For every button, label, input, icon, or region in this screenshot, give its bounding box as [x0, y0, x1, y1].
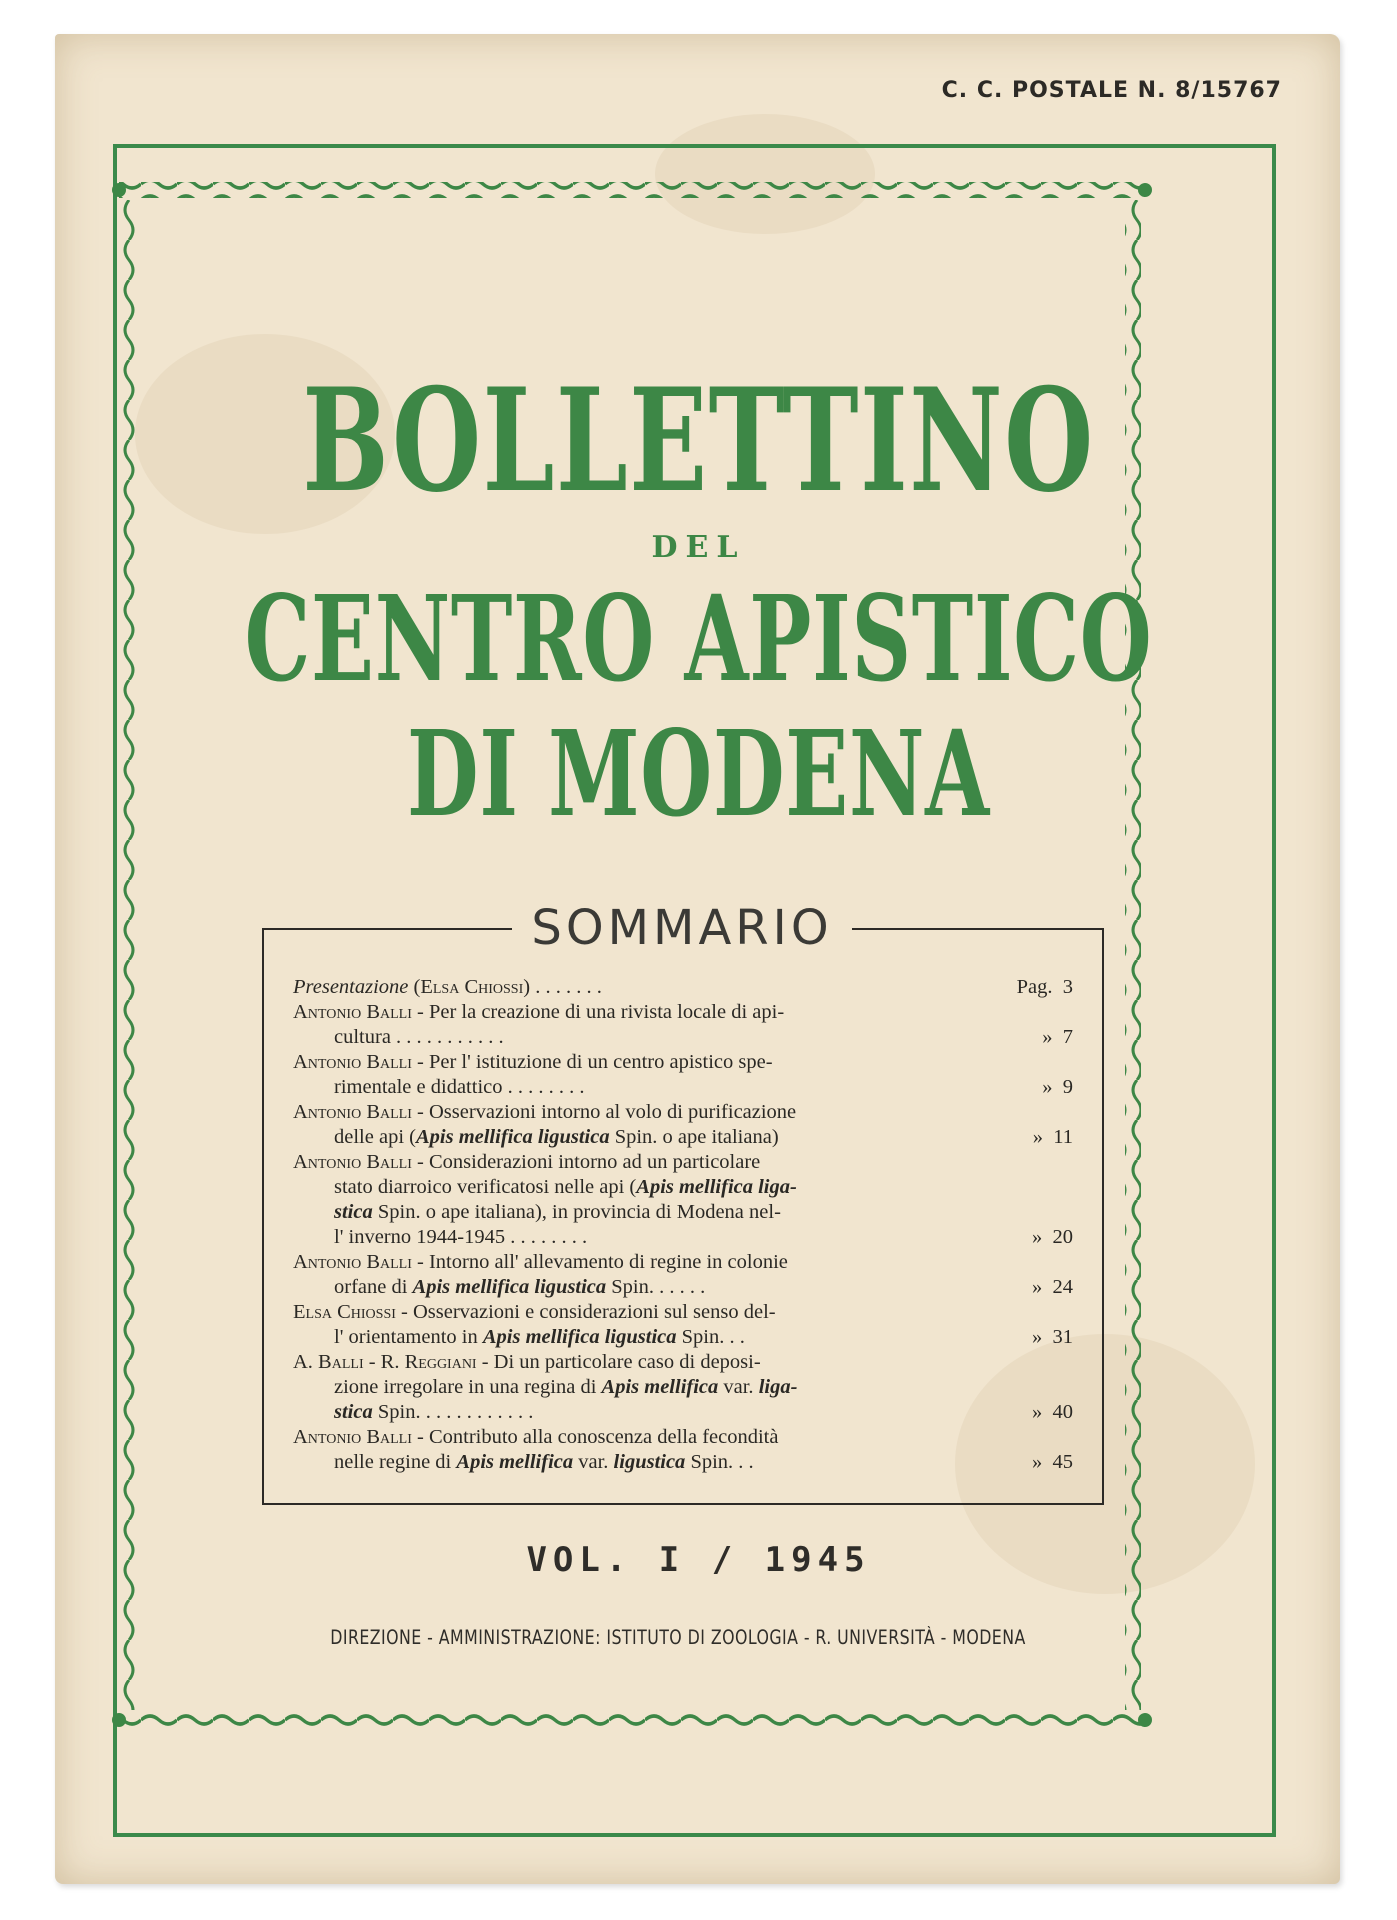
entry-continuation: delle api (Apis mellifica ligustica Spin. o ape italiana) — [334, 1126, 779, 1148]
title-bollettino: BOLLETTINO — [302, 358, 1095, 524]
species-name: Apis mellifica — [601, 1376, 719, 1398]
entry-title: - Osservazioni e considerazioni sul senso del- — [395, 1301, 776, 1323]
entry-page: » 11 — [1032, 1126, 1073, 1148]
entry-page: » 20 — [1032, 1226, 1073, 1248]
entry-page: » 7 — [1042, 1026, 1073, 1048]
publisher-address: DIREZIONE - AMMINISTRAZIONE: ISTITUTO DI ZOOLOGIA - R. UNIVERSITÀ - MODENA — [330, 1626, 1026, 1649]
entry-author: Antonio Balli — [293, 1251, 412, 1273]
entry-continuation: stato diarroico verificatosi nelle api (Apis mellifica liga- — [334, 1176, 797, 1198]
entry-title: - Contributo alla conoscenza della fecondità — [411, 1426, 779, 1448]
species-name: Apis mellifica ligustica — [482, 1326, 677, 1348]
species-name: stica — [334, 1201, 373, 1223]
entry-continuation: zione irregolare in una regina di Apis mellifica var. liga- — [334, 1376, 798, 1398]
entry-author: Antonio Balli — [293, 1151, 412, 1173]
table-of-contents — [293, 975, 1073, 1475]
entry-author: Antonio Balli — [293, 1101, 412, 1123]
toc-entry — [293, 1350, 1073, 1425]
entry-continuation: cultura . . . . . . . . . . . — [334, 1026, 504, 1048]
species-name: stica — [334, 1401, 373, 1423]
entry-author: Elsa Chiossi — [293, 1301, 396, 1323]
toc-entry — [293, 1000, 1073, 1050]
title-connector: DEL — [651, 530, 746, 565]
entry-continuation: l' orientamento in Apis mellifica ligustica Spin. . . — [334, 1326, 745, 1348]
entry-page: » 9 — [1042, 1076, 1073, 1098]
toc-entry — [293, 1050, 1073, 1100]
species-name: ligustica — [613, 1451, 686, 1473]
entry-page: » 45 — [1032, 1451, 1073, 1473]
toc-entry — [293, 1150, 1073, 1250]
toc-entry — [293, 1100, 1073, 1150]
entry-title: Presentazione — [293, 976, 409, 998]
toc-entry — [293, 975, 1073, 1000]
entry-title: - Intorno all' allevamento di regine in colonie — [411, 1251, 788, 1273]
leader-dots: . . . . . . . — [530, 976, 602, 998]
entry-continuation: stica Spin. o ape italiana), in provincia di Modena nel- — [334, 1201, 781, 1223]
entry-page: » 31 — [1032, 1326, 1073, 1348]
toc-entry — [293, 1300, 1073, 1350]
toc-entry — [293, 1250, 1073, 1300]
species-name: Apis mellifica — [456, 1451, 574, 1473]
postal-account-number: C. C. POSTALE N. 8/15767 — [941, 78, 1282, 103]
contents-heading: SOMMARIO — [512, 900, 852, 956]
entry-title: - Per la creazione di una rivista locale di api- — [411, 1001, 785, 1023]
species-name: Apis mellifica liga- — [636, 1176, 797, 1198]
title-di-modena: DI MODENA — [407, 704, 990, 843]
entry-author: Antonio Balli — [293, 1426, 412, 1448]
entry-continuation: rimentale e didattico . . . . . . . . — [334, 1076, 585, 1098]
entry-title: - Per l' istituzione di un centro apistico spe- — [411, 1051, 773, 1073]
entry-title: - Osservazioni intorno al volo di purificazione — [411, 1101, 797, 1123]
entry-continuation: stica Spin. . . . . . . . . . . . — [334, 1401, 534, 1423]
entry-page: » 24 — [1032, 1276, 1073, 1298]
toc-entry — [293, 1425, 1073, 1475]
entry-author: (Elsa Chiossi) — [413, 976, 531, 998]
entry-title: - Di un particolare caso di deposi- — [476, 1351, 761, 1373]
species-name: liga- — [758, 1376, 798, 1398]
entry-author: Antonio Balli — [293, 1001, 412, 1023]
entry-continuation: nelle regine di Apis mellifica var. ligustica Spin. . . — [334, 1451, 754, 1473]
entry-page: Pag. 3 — [1016, 976, 1073, 998]
volume-year: VOL. I / 1945 — [526, 1540, 871, 1580]
entry-author: Antonio Balli — [293, 1051, 412, 1073]
species-name: Apis mellifica ligustica — [412, 1276, 607, 1298]
species-name: Apis mellifica ligustica — [415, 1126, 610, 1148]
entry-page: » 40 — [1032, 1401, 1073, 1423]
entry-continuation: l' inverno 1944-1945 . . . . . . . . — [334, 1226, 588, 1248]
entry-title: - Considerazioni intorno ad un particolare — [411, 1151, 761, 1173]
entry-continuation: orfane di Apis mellifica ligustica Spin. . . . . . — [334, 1276, 706, 1298]
entry-author: A. Balli - R. Reggiani — [293, 1351, 477, 1373]
title-centro-apistico: CENTRO APISTICO — [244, 569, 1153, 708]
